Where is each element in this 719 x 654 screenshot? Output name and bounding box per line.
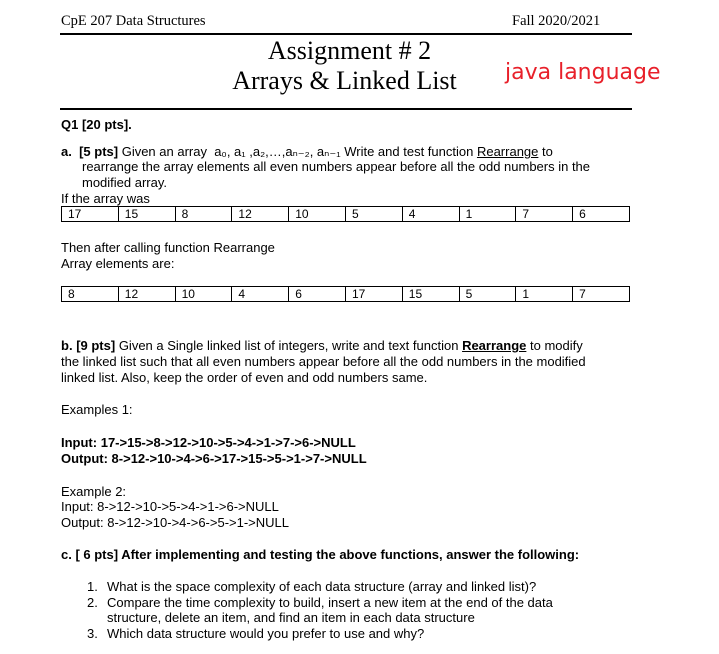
array-cell: 6 xyxy=(579,207,586,221)
question-2-text: Compare the time complexity to build, insert a new item at the end of the data xyxy=(107,595,553,610)
array-before xyxy=(61,206,630,222)
rearrange-func-name: Rearrange xyxy=(476,144,539,159)
course-name: CpE 207 Data Structures xyxy=(61,13,206,29)
example1-title: Examples 1: xyxy=(61,402,133,417)
array-cell: 10 xyxy=(176,287,233,301)
array-cell: 1 xyxy=(460,207,517,221)
question-1-text: What is the space complexity of each data structure (array and linked list)? xyxy=(107,579,537,594)
array-cell: 17 xyxy=(346,287,403,301)
part-c-heading: c. [ 6 pts] After implementing and testing the above functions, answer the following: xyxy=(61,547,580,562)
array-cell: 12 xyxy=(119,287,176,301)
question-2-num: 2. xyxy=(87,595,98,610)
array-cell: 17 xyxy=(62,207,119,221)
array-cell: 10 xyxy=(289,207,346,221)
assignment-subtitle: Arrays & Linked List xyxy=(232,66,457,95)
array-cell: 4 xyxy=(232,287,289,301)
part-a-line2: rearrange the array elements all even numbers appear before all the odd numbers in the xyxy=(82,159,591,174)
question-3-text: Which data structure would you prefer to use and why? xyxy=(107,626,425,641)
question-3-num: 3. xyxy=(87,626,98,641)
title-rule xyxy=(60,108,632,110)
example2-title: Example 2: xyxy=(61,484,127,499)
array-cell: 8 xyxy=(62,287,119,301)
example1-output: Output: 8->12->10->4->6->17->15->5->1->7->NULL xyxy=(61,451,367,466)
array-cell: 12 xyxy=(232,207,289,221)
java-note: java language xyxy=(505,60,661,85)
example1-input: Input: 17->15->8->12->10->5->4->1->7->6->NULL xyxy=(61,435,356,450)
array-cell: 6 xyxy=(289,287,346,301)
after-text-line2: Array elements are: xyxy=(61,256,175,271)
example2-input: Input: 8->12->10->5->4->1->6->NULL xyxy=(61,499,279,514)
array-cell: 15 xyxy=(403,287,460,301)
question-2-text-cont: structure, delete an item, and find an item in each data structure xyxy=(107,610,475,625)
term: Fall 2020/2021 xyxy=(512,13,601,29)
array-cell: 5 xyxy=(460,287,517,301)
example2-output: Output: 8->12->10->4->6->5->1->NULL xyxy=(61,515,290,530)
part-b-line2: the linked list such that all even numbers appear before all the odd numbers in the modified xyxy=(61,354,586,369)
assignment-title: Assignment # 2 xyxy=(267,36,432,65)
part-a-line1: a. [5 pts] Given an array a₀, a₁ ,a₂,…,aₙ₋₂, aₙ₋₁ Write and test function Rearrange to xyxy=(61,144,553,159)
header-rule xyxy=(60,33,632,35)
array-cell: 15 xyxy=(119,207,176,221)
array-cell: 7 xyxy=(516,207,573,221)
part-b-line1: b. [9 pts] Given a Single linked list of integers, write and text function Rearrange to modify xyxy=(61,338,583,353)
array-after xyxy=(61,286,630,302)
array-cell: 7 xyxy=(579,287,586,301)
rearrange-func-name: Rearrange xyxy=(462,338,527,353)
after-text-line1: Then after calling function Rearrange xyxy=(61,240,275,255)
array-cell: 1 xyxy=(516,287,573,301)
array-cell: 5 xyxy=(346,207,403,221)
question-1-num: 1. xyxy=(87,579,98,594)
part-b-line3: linked list. Also, keep the order of even and odd numbers same. xyxy=(61,370,428,385)
part-a-line3: modified array. xyxy=(82,175,168,190)
array-cell: 4 xyxy=(403,207,460,221)
if-array-label: If the array was xyxy=(61,191,150,206)
array-cell: 8 xyxy=(176,207,233,221)
q1-heading: Q1 [20 pts]. xyxy=(61,117,132,132)
